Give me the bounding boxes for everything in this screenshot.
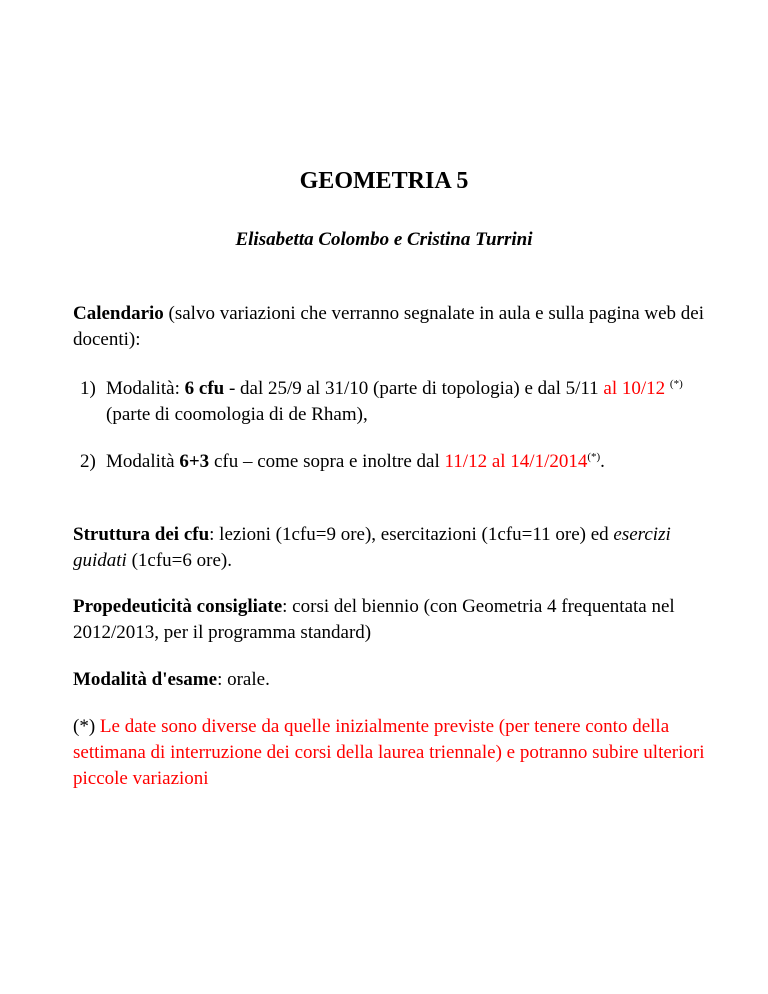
calendario-label: Calendario: [73, 303, 164, 324]
struttura-paragraph: Struttura dei cfu: lezioni (1cfu=9 ore), esercitazioni (1cfu=11 ore) ed esercizi guidati (1cfu=6 ore).: [73, 524, 671, 571]
propedeuticita-label: Propedeuticità consigliate: [73, 596, 283, 617]
list-item-1: [80, 376, 710, 428]
date-range-red-2: 11/12 al 14/1/2014: [444, 451, 588, 472]
esame-text: : orale.: [217, 669, 270, 690]
esame-label: Modalità d'esame: [73, 669, 218, 690]
cfu-6-3-label: 6+3: [179, 451, 210, 472]
struttura-label: Struttura dei cfu: [73, 524, 210, 545]
list-text-2: Modalità 6+3 cfu – come sopra e inoltre dal 11/12 al 14/1/2014(*).: [106, 451, 605, 472]
propedeuticita-paragraph: [73, 594, 713, 646]
list-item-2: [80, 449, 710, 475]
cfu-6-label: 6 cfu: [184, 378, 225, 399]
calendario-paragraph: [73, 301, 713, 353]
list-number-2: 2): [80, 451, 96, 472]
footnote-marker: (*): [669, 378, 683, 390]
authors: Elisabetta Colombo e Cristina Turrini: [235, 229, 533, 250]
esame-paragraph: [73, 667, 713, 693]
nota-text: Le date sono diverse da quelle inizialmente previste (per tenere conto della settimana di interruzione dei corsi della laurea triennale) e potranno subire ulteriori piccole variazioni: [73, 716, 705, 789]
list-number-1: 1): [80, 378, 96, 399]
propedeuticita-text: : corsi del biennio (con Geometria 4 frequentata nel 2012/2013, per il programma standard): [73, 596, 675, 643]
document-title: GEOMETRIA 5: [299, 168, 469, 194]
date-range-red: al 10/12: [603, 378, 666, 399]
calendario-text: (salvo variazioni che verranno segnalate in aula e sulla pagina web dei docenti):: [73, 303, 705, 350]
footnote-marker-2: (*): [587, 451, 601, 463]
nota-paragraph: [73, 714, 713, 792]
esercizi-guidati: esercizi guidati: [73, 524, 671, 571]
list-text-1: Modalità: 6 cfu - dal 25/9 al 31/10 (parte di topologia) e dal 5/11 al 10/12 (*)(parte di coomologia di de Rham),: [106, 378, 683, 425]
nota-marker: (*): [73, 716, 96, 737]
